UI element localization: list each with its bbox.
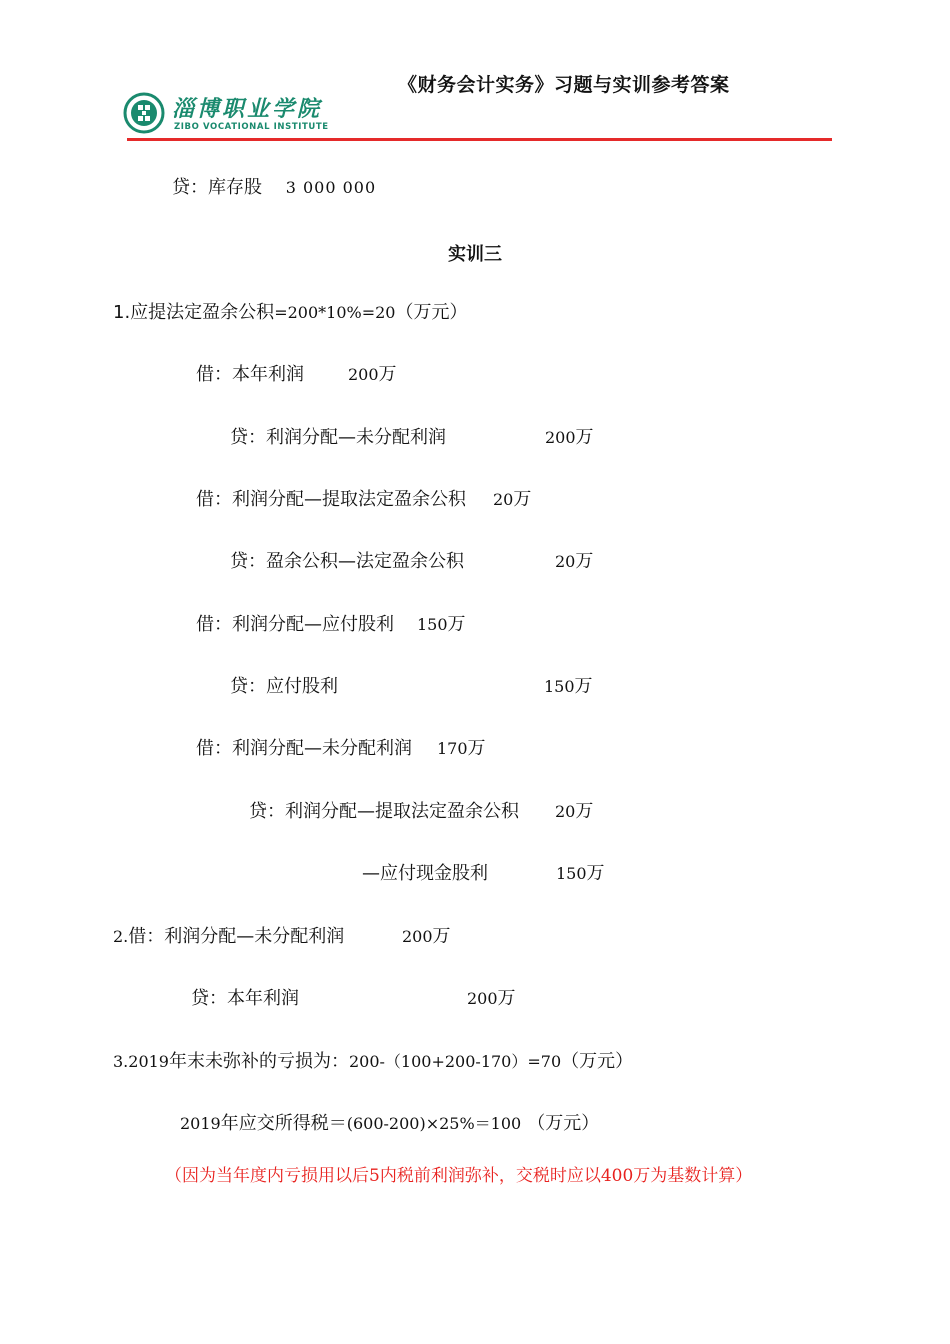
journal-entry: [249, 800, 649, 824]
entry-label: 贷：利润分配—未分配利润: [230, 427, 446, 448]
question-1-unit: （万元）: [395, 302, 468, 323]
entry-amount-with-unit: [348, 363, 397, 387]
entry-amount: 150: [544, 677, 575, 696]
journal-entry: [196, 363, 596, 387]
entry-label: 借：利润分配—未分配利润: [128, 926, 345, 947]
journal-entry: [196, 488, 596, 512]
question-3-tax-year: 2019: [180, 1114, 221, 1133]
entry-unit: 万: [432, 926, 451, 947]
entry-amount-with-unit: [555, 800, 593, 824]
entry-amount-with-unit: [493, 488, 531, 512]
entry-label: 贷：盈余公积—法定盈余公积: [230, 551, 464, 572]
entry-unit: 万: [586, 863, 605, 884]
question-2-lead: 2.: [113, 927, 129, 946]
entry-unit: 万: [467, 738, 486, 759]
header-rule: [127, 138, 832, 141]
journal-entry: [362, 862, 662, 886]
document-header-title: 《财务会计实务》习题与实训参考答案: [398, 74, 730, 96]
question-1-formula: =200*10%=20: [274, 303, 396, 322]
question-3-tax-formula: (600-200)×25%＝100: [346, 1114, 522, 1133]
entry-amount: 20: [555, 552, 576, 571]
journal-entry: [230, 550, 630, 574]
entry-label: 借：本年利润: [196, 364, 304, 385]
journal-entry: [196, 613, 596, 637]
question-3-tax: [180, 1112, 599, 1136]
entry-unit: 万: [575, 801, 594, 822]
question-3-loss-formula: 200-（100+200-170）=70: [348, 1052, 562, 1071]
entry-top-credit: [172, 176, 376, 200]
entry-label: 借：利润分配—提取法定盈余公积: [196, 489, 466, 510]
question-3-year: 2019: [128, 1052, 169, 1071]
entry-label: 贷：本年利润: [191, 988, 299, 1009]
entry-amount: 170: [437, 739, 468, 758]
entry-amount-with-unit: [402, 925, 451, 949]
entry-amount: 20: [493, 490, 514, 509]
entry-amount: 200: [467, 989, 498, 1008]
entry-label: 贷：库存股: [172, 177, 262, 198]
entry-label: 借：利润分配—未分配利润: [196, 738, 412, 759]
entry-label: 贷：利润分配—提取法定盈余公积: [249, 801, 519, 822]
entry-unit: 万: [513, 489, 532, 510]
question-3-lead: 3.: [113, 1052, 129, 1071]
question-3-note: （因为当年度内亏损用以后5内税前利润弥补，交税时应以400万为基数计算）: [165, 1166, 753, 1186]
entry-unit: 万: [575, 427, 594, 448]
entry-label: 贷：应付股利: [230, 676, 338, 697]
question-3-tax-text: 年应交所得税＝: [220, 1113, 347, 1134]
section-title: 实训三: [448, 244, 502, 265]
entry-unit: 万: [574, 676, 593, 697]
question-2-credit: [191, 987, 591, 1011]
entry-amount-with-unit: [555, 550, 593, 574]
entry-amount-with-unit: [417, 613, 466, 637]
question-3-tax-unit: （万元）: [527, 1113, 600, 1134]
entry-amount: 150: [417, 615, 448, 634]
question-1-lead: 1.应提法定盈余公积: [113, 302, 275, 323]
logo-english-name: ZIBO VOCATIONAL INSTITUTE: [174, 122, 329, 132]
question-2-debit: [113, 925, 513, 949]
entry-amount-with-unit: [467, 987, 516, 1011]
entry-amount: 3 000 000: [285, 178, 377, 197]
entry-unit: 万: [497, 988, 516, 1009]
entry-amount: 200: [545, 428, 576, 447]
entry-label: 借：利润分配—应付股利: [196, 614, 394, 635]
entry-amount: 200: [348, 365, 379, 384]
journal-entry: [196, 737, 596, 761]
entry-unit: 万: [575, 551, 594, 572]
entry-amount: 20: [555, 802, 576, 821]
logo-chinese-name: 淄博职业学院: [172, 97, 323, 122]
question-3-loss-unit: （万元）: [561, 1051, 634, 1072]
entry-amount-with-unit: [545, 426, 594, 450]
entry-amount: 200: [402, 927, 433, 946]
journal-entry: [230, 675, 630, 699]
entry-unit: 万: [447, 614, 466, 635]
entry-label: —应付现金股利: [362, 863, 488, 884]
journal-entry: [230, 426, 630, 450]
entry-unit: 万: [378, 364, 397, 385]
entry-amount: 150: [556, 864, 587, 883]
institute-logo: [120, 88, 328, 138]
question-3-loss: [113, 1050, 633, 1074]
entry-amount-with-unit: [437, 737, 486, 761]
entry-amount-with-unit: [556, 862, 605, 886]
entry-amount-with-unit: [544, 675, 593, 699]
question-1: [113, 301, 467, 325]
question-3-loss-text: 年末未弥补的亏损为：: [168, 1051, 349, 1072]
